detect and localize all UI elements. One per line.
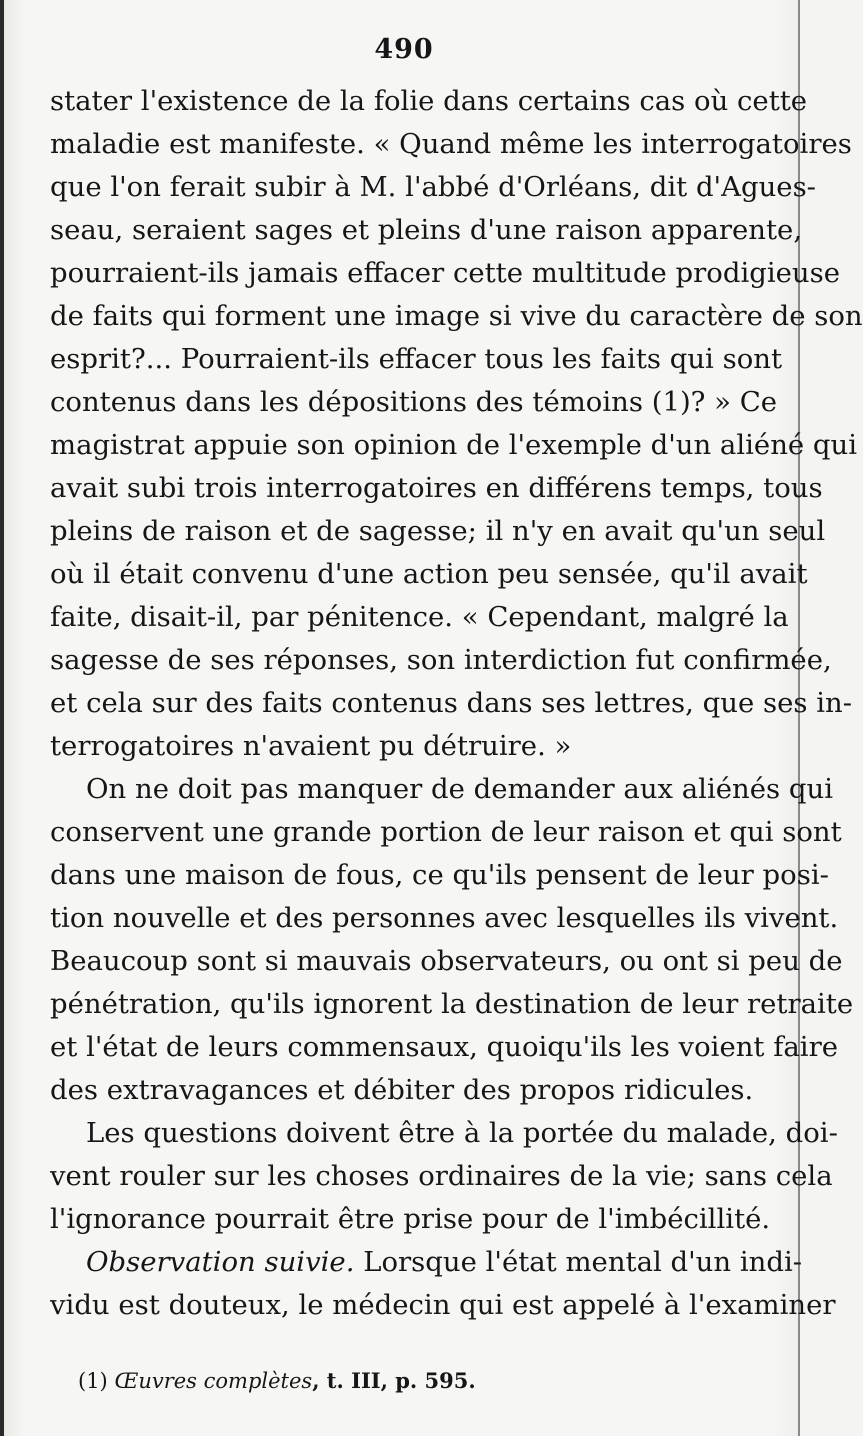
text-line: Beaucoup sont si mauvais observateurs, ou ont si peu de [50,945,843,977]
text-line: stater l'existence de la folie dans certains cas où cette [50,85,808,117]
text-line: l'ignorance pourrait être prise pour de l'imbécillité. [50,1203,771,1235]
text-line: de faits qui forment une image si vive du caractère de son [50,300,863,332]
text-line: des extravagances et débiter des propos ridicules. [50,1074,754,1106]
footnote [78,1368,476,1393]
text-line: magistrat appuie son opinion de l'exemple d'un aliéné qui [50,429,858,461]
text-line: seau, seraient sages et pleins d'une raison apparente, [50,214,803,246]
text-line: et cela sur des faits contenus dans ses lettres, que ses in- [50,687,853,719]
observation-label: Observation suivie. [86,1246,355,1278]
text-line: maladie est manifeste. « Quand même les interrogatoires [50,128,852,160]
text-line: terrogatoires n'avaient pu détruire. » [50,730,572,762]
text-line: Les questions doivent être à la portée du malade, doi- [86,1117,838,1149]
text-line: pénétration, qu'ils ignorent la destination de leur retraite [50,988,854,1020]
text-line: sagesse de ses réponses, son interdiction fut confirmée, [50,644,832,676]
text-line: que l'on ferait subir à M. l'abbé d'Orléans, dit d'Agues- [50,171,816,203]
body-text [50,80,863,1327]
footnote-citation: , t. III, p. 595. [312,1368,476,1393]
text-line: dans une maison de fous, ce qu'ils pensent de leur posi- [50,859,829,891]
text-line: faite, disait-il, par pénitence. « Cependant, malgré la [50,601,789,633]
footnote-title: Œuvres complètes [114,1369,313,1393]
footnote-ref: (1) [78,1369,108,1393]
text-line: avait subi trois interrogatoires en différens temps, tous [50,472,823,504]
text-line: où il était convenu d'une action peu sensée, qu'il avait [50,558,808,590]
text-line: contenus dans les dépositions des témoins (1)? » Ce [50,386,778,418]
text-line-observation [50,1241,803,1284]
observation-text: Lorsque l'état mental d'un indi- [363,1246,803,1278]
text-line: tion nouvelle et des personnes avec lesquelles ils vivent. [50,902,839,934]
text-line: conservent une grande portion de leur raison et qui sont [50,816,842,848]
text-line: On ne doit pas manquer de demander aux aliénés qui [86,773,833,805]
page-number: 490 [374,34,434,65]
text-line: vent rouler sur les choses ordinaires de la vie; sans cela [50,1160,833,1192]
text-line: et l'état de leurs commensaux, quoiqu'ils les voient faire [50,1031,839,1063]
text-line: vidu est douteux, le médecin qui est appelé à l'examiner [50,1289,836,1321]
text-line: pourraient-ils jamais effacer cette multitude prodigieuse [50,257,841,289]
text-line: esprit?... Pourraient-ils effacer tous les faits qui sont [50,343,783,375]
text-line: pleins de raison et de sagesse; il n'y en avait qu'un seul [50,515,826,547]
